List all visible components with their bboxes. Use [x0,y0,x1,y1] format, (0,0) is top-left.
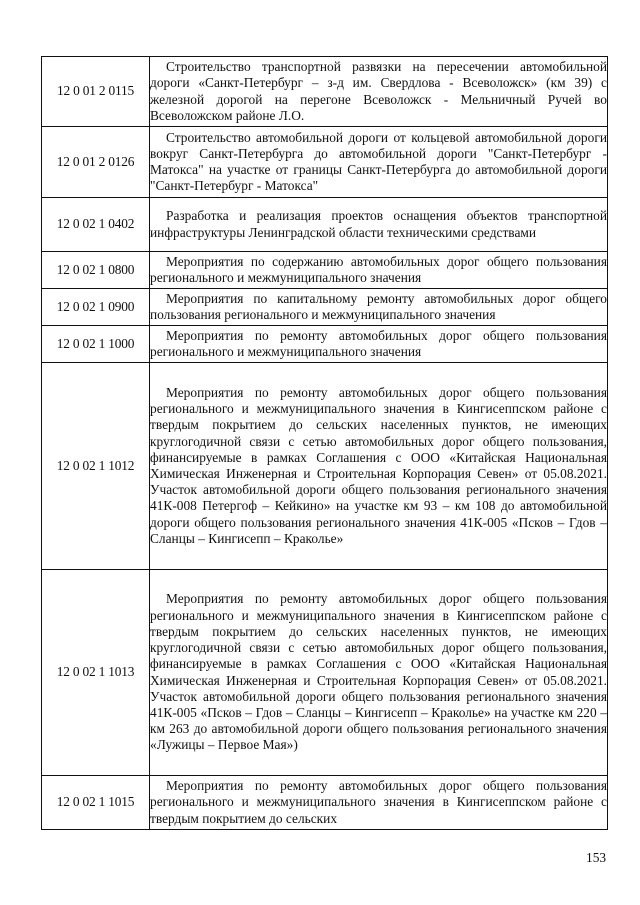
row-description: Мероприятия по ремонту автомобильных дорог общего пользования регионального и межмуниципального значения в Кингисеппском районе с твердым покрытием до сельских населенных пунктов, не имеющих круглогодичной связи с сетью автомобильных дорог общего пользования, финансируемые в рамках Соглашения с ООО «Китайская Национальная Химическая Инженерная и Строительная Корпорация Севен» от 05.08.2021. Участок автомобильной дороги общего пользования регионального значения 41К-008 Петергоф – Кейкино» на участке км 93 – км 108 до автомобильной дороги общего пользования регионального значения 41К-005 «Псков – Гдов – Сланцы – Кингисепп – Краколье» [150,363,608,570]
page-number: 153 [586,850,607,865]
row-description: Строительство автомобильной дороги от кольцевой автомобильной дороги вокруг Санкт-Петербурга до автомобильной дороги "Санкт-Петербург - Матокса" на участке от границы Санкт-Петербурга до автомобильной дороги "Санкт-Петербург - Матокса" [150,127,608,198]
table-row [42,127,608,198]
table-row [42,198,608,252]
row-description: Разработка и реализация проектов оснащения объектов транспортной инфраструктуры Ленинградской области техническими средствами [150,198,608,252]
row-code: 12 0 01 2 0115 [42,57,150,127]
table-row [42,326,608,363]
table-row [42,776,608,830]
row-code: 12 0 02 1 1000 [42,326,150,363]
row-description: Мероприятия по содержанию автомобильных дорог общего пользования регионального и межмуниципального значения [150,252,608,289]
row-code: 12 0 02 1 0800 [42,252,150,289]
row-code: 12 0 01 2 0126 [42,127,150,198]
row-description: Строительство транспортной развязки на пересечении автомобильной дороги «Санкт-Петербург – з-д им. Свердлова - Всеволожск» (км 39) с железной дорогой на перегоне Всеволожск - Мельничный Ручей во Всеволожском районе Л.О. [150,57,608,127]
budget-code-table [41,56,608,830]
row-code: 12 0 02 1 1012 [42,363,150,570]
row-code: 12 0 02 1 0402 [42,198,150,252]
row-description: Мероприятия по ремонту автомобильных дорог общего пользования регионального и межмуниципального значения в Кингисеппском районе с твердым покрытием до сельских населенных пунктов, не имеющих круглогодичной связи с сетью автомобильных дорог общего пользования, финансируемые в рамках Соглашения с ООО «Китайская Национальная Химическая Инженерная и Строительная Корпорация Севен» от 05.08.2021. Участок автомобильной дороги общего пользования регионального значения 41К-005 «Псков – Гдов – Сланцы – Кингисепп – Краколье» на участке км 220 – км 263 до автомобильной дороги общего пользования регионального значения «Лужицы – Первое Мая») [150,570,608,776]
table-row [42,289,608,326]
row-description: Мероприятия по ремонту автомобильных дорог общего пользования регионального и межмуниципального значения в Кингисеппском районе с твердым покрытием до сельских [150,776,608,830]
row-description: Мероприятия по ремонту автомобильных дорог общего пользования регионального и межмуниципального значения [150,326,608,363]
row-code: 12 0 02 1 1015 [42,776,150,830]
row-description: Мероприятия по капитальному ремонту автомобильных дорог общего пользования регионального и межмуниципального значения [150,289,608,326]
table-row [42,57,608,127]
table-row [42,363,608,570]
row-code: 12 0 02 1 1013 [42,570,150,776]
table-row [42,570,608,776]
table-row [42,252,608,289]
row-code: 12 0 02 1 0900 [42,289,150,326]
